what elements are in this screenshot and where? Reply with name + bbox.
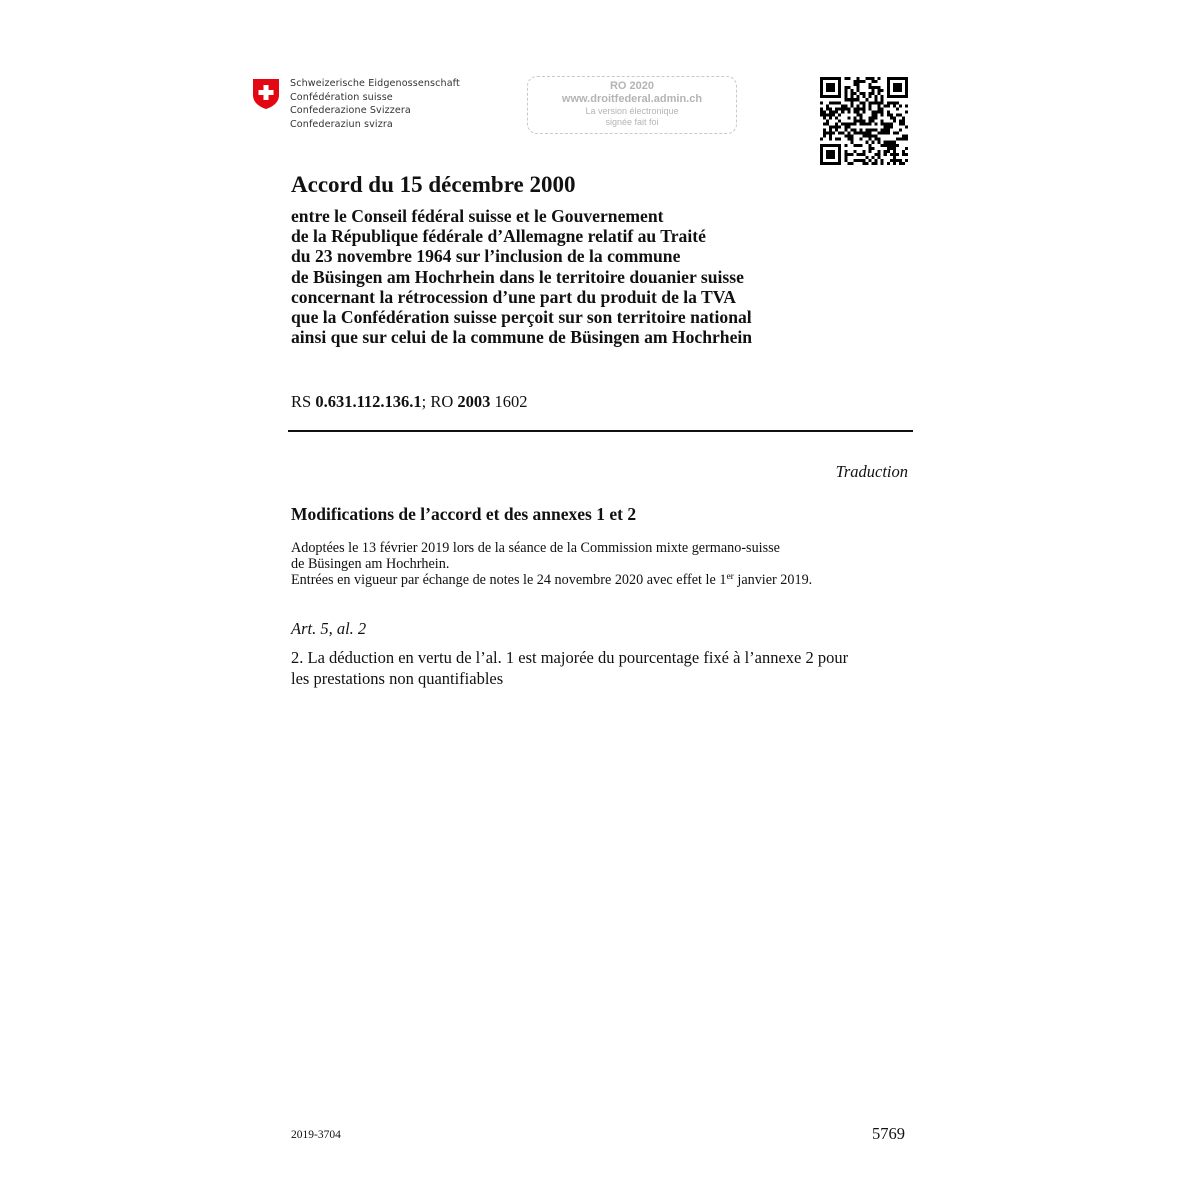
qr-code-icon [820,77,908,165]
document-number: 2019-3704 [291,1129,341,1141]
adoption-line-2: de Büsingen am Hochrhein. [291,555,450,572]
stamp-note-1: La version électronique [585,106,679,116]
document-title: Accord du 15 décembre 2000 [291,172,576,197]
entry-into-force-date: janvier 2019. [733,571,813,588]
article-body-line: les prestations non quantifiables [291,668,504,688]
rs-prefix: RS [291,392,316,411]
header-divider [288,430,913,432]
official-publication-stamp [527,76,737,134]
subtitle-line: de la République fédérale d’Allemagne relatif au Traité [291,226,706,247]
document-subtitle [291,206,752,347]
confederation-names [290,77,460,131]
translation-note: Traduction [835,462,908,481]
stamp-note-2: signée fait foi [605,117,659,127]
article-body [291,648,848,689]
section-heading: Modifications de l’accord et des annexes 1 et 2 [291,504,637,524]
subtitle-line: que la Confédération suisse perçoit sur son territoire national [291,307,752,328]
confederation-name-it: Confederazione Svizzera [290,105,411,117]
ro-year: 2003 [457,392,491,411]
ro-separator: ; RO [421,392,458,411]
stamp-website: www.droitfederal.admin.ch [561,93,703,105]
confederation-name-rm: Confederaziun svizra [290,118,393,130]
adoption-note [291,541,812,588]
article-body-line: 2. La déduction en vertu de l’al. 1 est majorée du pourcentage fixé à l’annexe 2 pour [291,648,849,667]
confederation-name-fr: Confédération suisse [290,91,393,103]
page-number: 5769 [872,1124,905,1143]
rs-number: 0.631.112.136.1 [315,392,422,411]
subtitle-line: ainsi que sur celui de la commune de Büsingen am Hochrhein [291,327,753,348]
adoption-line-1: Adoptées le 13 février 2019 lors de la séance de la Commission mixte germano-suisse [291,540,780,556]
adoption-line-3 [291,573,812,589]
article-title: Art. 5, al. 2 [291,619,367,638]
ro-page: 1602 [490,392,528,411]
subtitle-line: du 23 novembre 1964 sur l’inclusion de la commune [291,246,681,267]
ordinal-suffix: er [726,571,734,582]
subtitle-line: concernant la rétrocession d’une part du produit de la TVA [291,286,736,307]
stamp-collection: RO 2020 [609,80,655,92]
entry-into-force-text: Entrées en vigueur par échange de notes le 24 novembre 2020 avec effet le 1 [291,571,727,588]
reference-line [291,392,528,412]
subtitle-line: entre le Conseil fédéral suisse et le Gouvernement [291,206,664,226]
subtitle-line: de Büsingen am Hochrhein dans le territoire douanier suisse [291,266,744,287]
confederation-name-de: Schweizerische Eidgenossenschaft [290,78,460,89]
swiss-crest-logo [252,78,280,110]
